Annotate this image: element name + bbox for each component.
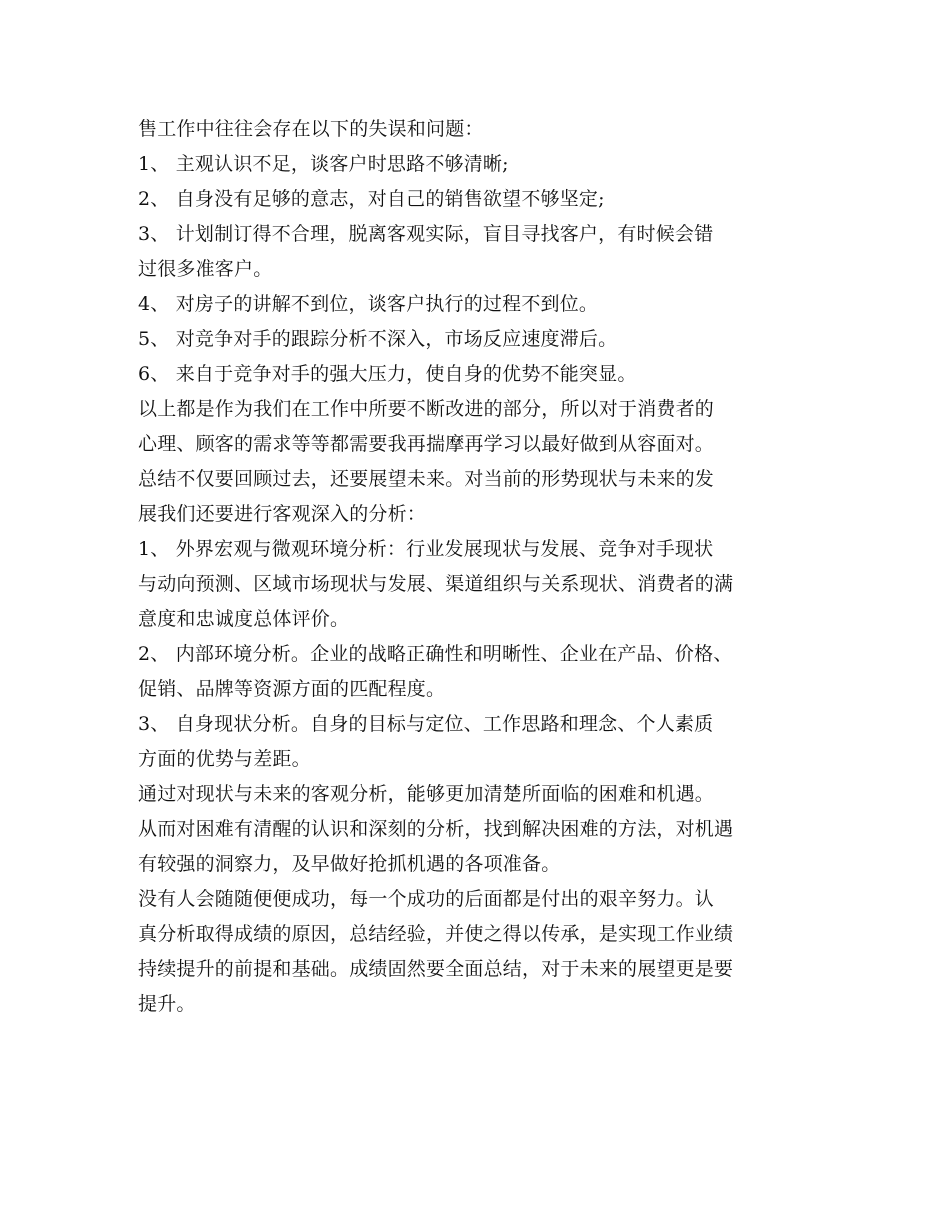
text-line-9: 以上都是作为我们在工作中所要不断改进的部分，所以对于消费者的 <box>138 398 715 420</box>
document-body <box>138 112 838 1022</box>
text-line-11: 总结不仅要回顾过去，还要展望未来。对当前的形势现状与未来的发 <box>138 468 715 490</box>
text-line-2: 1、 主观认识不足，谈客户时思路不够清晰; <box>138 153 509 175</box>
text-line-16: 2、 内部环境分析。企业的战略正确性和明晰性、企业在产品、价格、 <box>138 643 733 665</box>
text-line-6: 4、 对房子的讲解不到位，谈客户执行的过程不到位。 <box>138 293 599 315</box>
text-line-25: 持续提升的前提和基础。成绩固然要全面总结，对于未来的展望更是要 <box>138 958 734 980</box>
text-line-1: 售工作中往往会存在以下的失误和问题： <box>138 118 484 140</box>
text-line-5: 过很多准客户。 <box>138 258 273 280</box>
text-line-22: 有较强的洞察力，及早做好抢抓机遇的各项准备。 <box>138 853 561 875</box>
text-line-19: 方面的优势与差距。 <box>138 748 311 770</box>
text-line-18: 3、 自身现状分析。自身的目标与定位、工作思路和理念、个人素质 <box>138 713 714 735</box>
text-line-13: 1、 外界宏观与微观环境分析：行业发展现状与发展、竞争对手现状 <box>138 538 714 560</box>
text-line-15: 意度和忠诚度总体评价。 <box>138 608 350 630</box>
text-line-21: 从而对困难有清醒的认识和深刻的分析，找到解决困难的方法，对机遇 <box>138 818 734 840</box>
text-line-14: 与动向预测、区域市场现状与发展、渠道组织与关系现状、消费者的满 <box>138 573 734 595</box>
text-line-20: 通过对现状与未来的客观分析，能够更加清楚所面临的困难和机遇。 <box>138 783 715 805</box>
text-line-8: 6、 来自于竞争对手的强大压力，使自身的优势不能突显。 <box>138 363 637 385</box>
text-line-3: 2、 自身没有足够的意志，对自己的销售欲望不够坚定; <box>138 188 605 210</box>
text-line-23: 没有人会随随便便成功，每一个成功的后面都是付出的艰辛努力。认 <box>138 888 715 910</box>
text-line-12: 展我们还要进行客观深入的分析： <box>138 503 427 525</box>
text-line-10: 心理、顾客的需求等等都需要我再揣摩再学习以最好做到从容面对。 <box>138 433 715 455</box>
text-line-4: 3、 计划制订得不合理，脱离客观实际，盲目寻找客户，有时候会错 <box>138 223 714 245</box>
text-line-7: 5、 对竞争对手的跟踪分析不深入，市场反应速度滞后。 <box>138 328 618 350</box>
text-line-24: 真分析取得成绩的原因，总结经验，并使之得以传承，是实现工作业绩 <box>138 923 734 945</box>
text-line-26: 提升。 <box>138 993 196 1015</box>
text-line-17: 促销、品牌等资源方面的匹配程度。 <box>138 678 446 700</box>
